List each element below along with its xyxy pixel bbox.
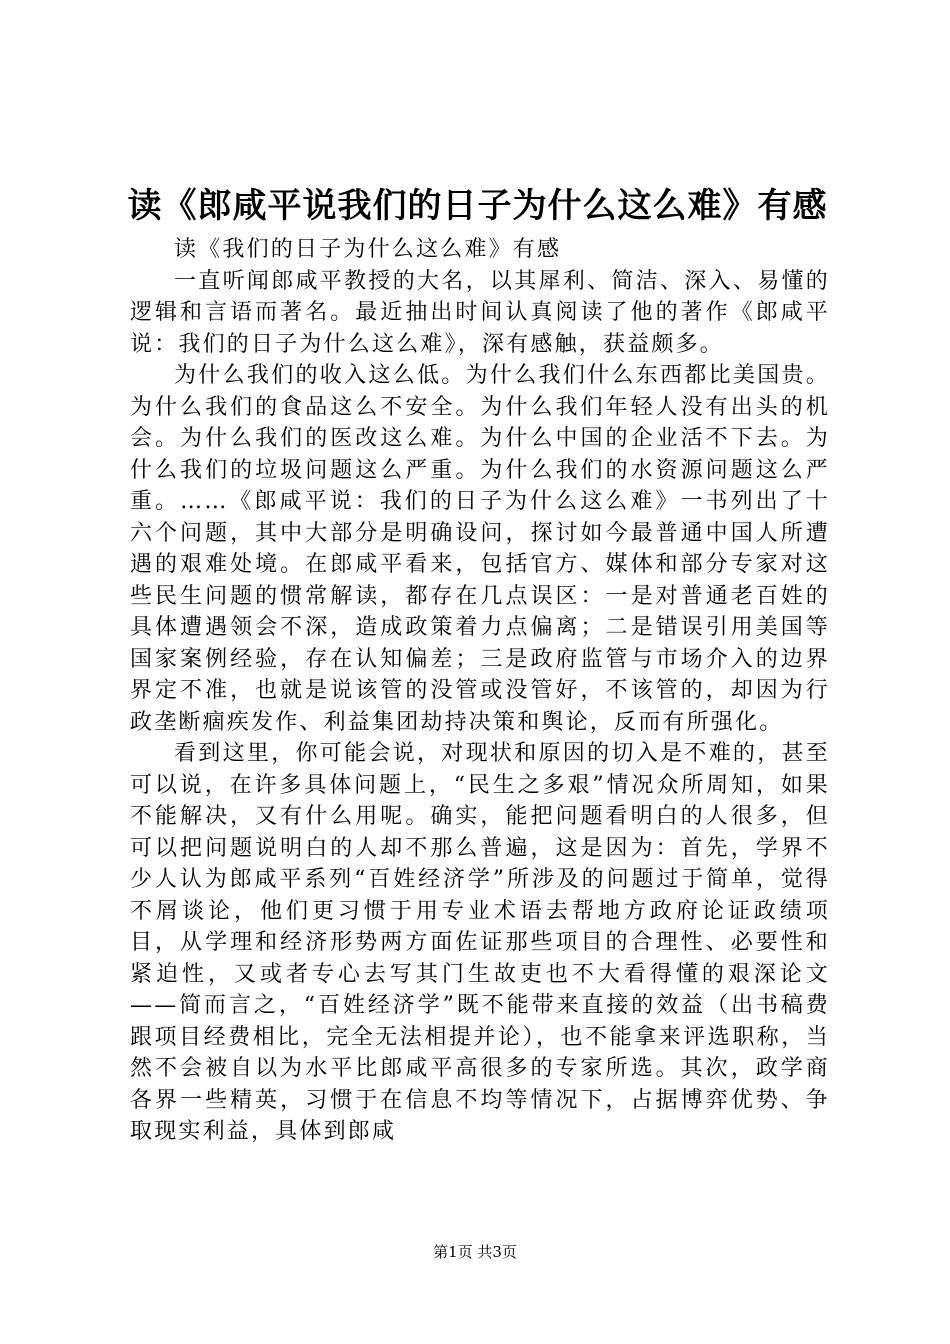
paragraph-subtitle: 读《我们的日子为什么这么难》有感 bbox=[174, 237, 562, 262]
paragraph-questions: 为什么我们的收入这么低。为什么我们什么东西都比美国贵。为什么我们的食品这么不安全。为什么我们年轻人没有出头的机会。为什么我们的医改这么难。为什么中国的企业活不下去。为什么我们的垃圾问题这么严重。为什么我们的水资源问题这么严重。……《郎咸平说：我们的日子为什么这么难》一书列出了十六个问题，其中大部分是明确设问，探讨如今最普通中国人所遭遇的艰难处境。在郎咸平看来，包括官方、媒体和部分专家对这些民生问题的惯常解读，都存在几点误区：一是对普通老百姓的具体遭遇领会不深，造成政策着力点偏离；二是错误引用美国等国家案例经验，存在认知偏差；三是政府监管与市场介入的边界界定不准，也就是说该管的没管或没管好，不该管的，却因为行政垄断痼疾发作、利益集团劫持决策和舆论，反而有所强化。 bbox=[130, 363, 830, 735]
paragraph-intro: 一直听闻郎咸平教授的大名，以其犀利、简洁、深入、易懂的逻辑和言语而著名。最近抽出时间认真阅读了他的著作《郎咸平说：我们的日子为什么这么难》，深有感触，获益颇多。 bbox=[130, 268, 830, 357]
document-body bbox=[130, 234, 830, 1148]
paragraph-analysis: 看到这里，你可能会说，对现状和原因的切入是不难的，甚至可以说，在许多具体问题上，“民生之多艰”情况众所周知，如果不能解决，又有什么用呢。确实，能把问题看明白的人很多，但可以把问题说明白的人却不那么普遍，这是因为：首先，学界不少人认为郎咸平系列“百姓经济学”所涉及的问题过于简单，觉得不屑谈论，他们更习惯于用专业术语去帮地方政府论证政绩项目，从学理和经济形势两方面佐证那些项目的合理性、必要性和紧迫性，又或者专心去写其门生故吏也不大看得懂的艰深论文——简而言之，“百姓经济学”既不能带来直接的效益（出书稿费跟项目经费相比，完全无法相提并论），也不能拿来评选职称，当然不会被自以为水平比郎咸平高很多的专家所选。其次，政学商各界一些精英，习惯于在信息不均等情况下，占据博弈优势、争取现实利益，具体到郎咸 bbox=[130, 741, 830, 1144]
document-title: 读《郎咸平说我们的日子为什么这么难》有感 bbox=[127, 186, 828, 226]
page-footer: 第1页 共3页 bbox=[433, 1243, 517, 1261]
